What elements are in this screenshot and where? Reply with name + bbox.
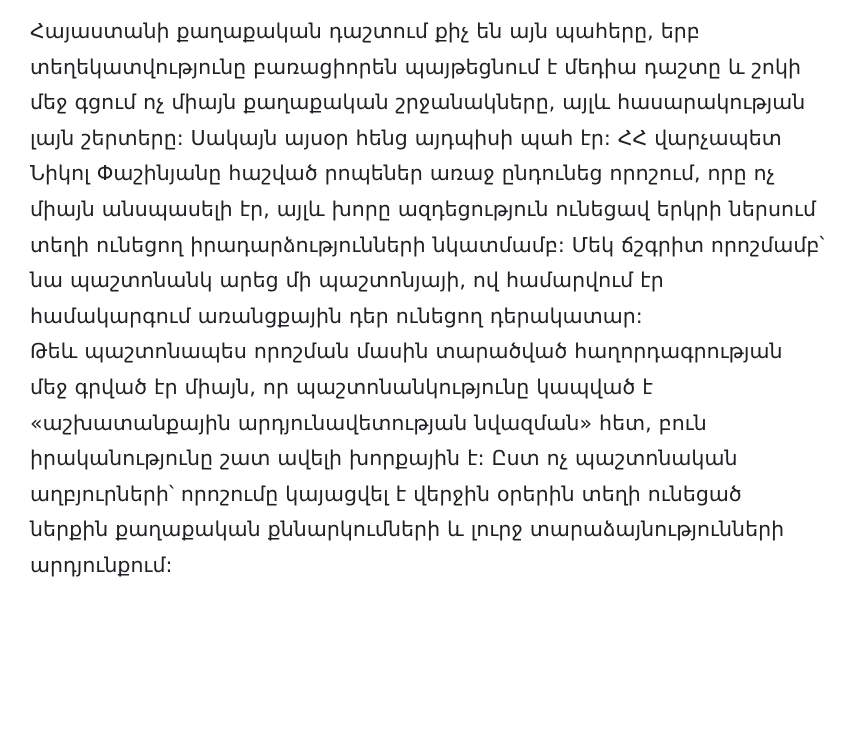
paragraph-1: Հայաստանի քաղաքական դաշտում քիչ են այն պահերը, երբ տեղեկատվությունը բառացիորեն պայթեցնում է մեդիա դաշտը և շոկի մեջ գցում ոչ միայն քաղաքական շրջանակները, այլև հասարակության լայն շերտերը: Սակայն այսօր հենց այդպիսի պահ էր: ՀՀ վարչապետ Նիկոլ Փաշինյանը հաշված րոպեներ առաջ ընդունեց որոշում, որը ոչ միայն անսպասելի էր, այլև խորը ազդեցություն ունեցավ երկրի ներսում տեղի ունեցող իրադարձությունների նկատմամբ: Մեկ ճշգրիտ որոշմամբ՝ նա պաշտոնանկ արեց մի պաշտոնյայի, ով համարվում էր համակարգում առանցքային դեր ունեցող դերակատար: [30,19,825,328]
paragraph-2: Թեև պաշտոնապես որոշման մասին տարածված հաղորդագրության մեջ գրված էր միայն, որ պաշտոնանկությունը կապված է «աշխատանքային արդյունավետության նվազման» հետ, բուն իրականությունը շատ ավելի խորքային է: Ըստ ոչ պաշտոնական աղբյուրների՝ որոշումը կայացվել է վերջին օրերին տեղի ունեցած ներքին քաղաքական քննարկումների և լուրջ տարաձայնությունների արդյունքում: [30,339,785,577]
